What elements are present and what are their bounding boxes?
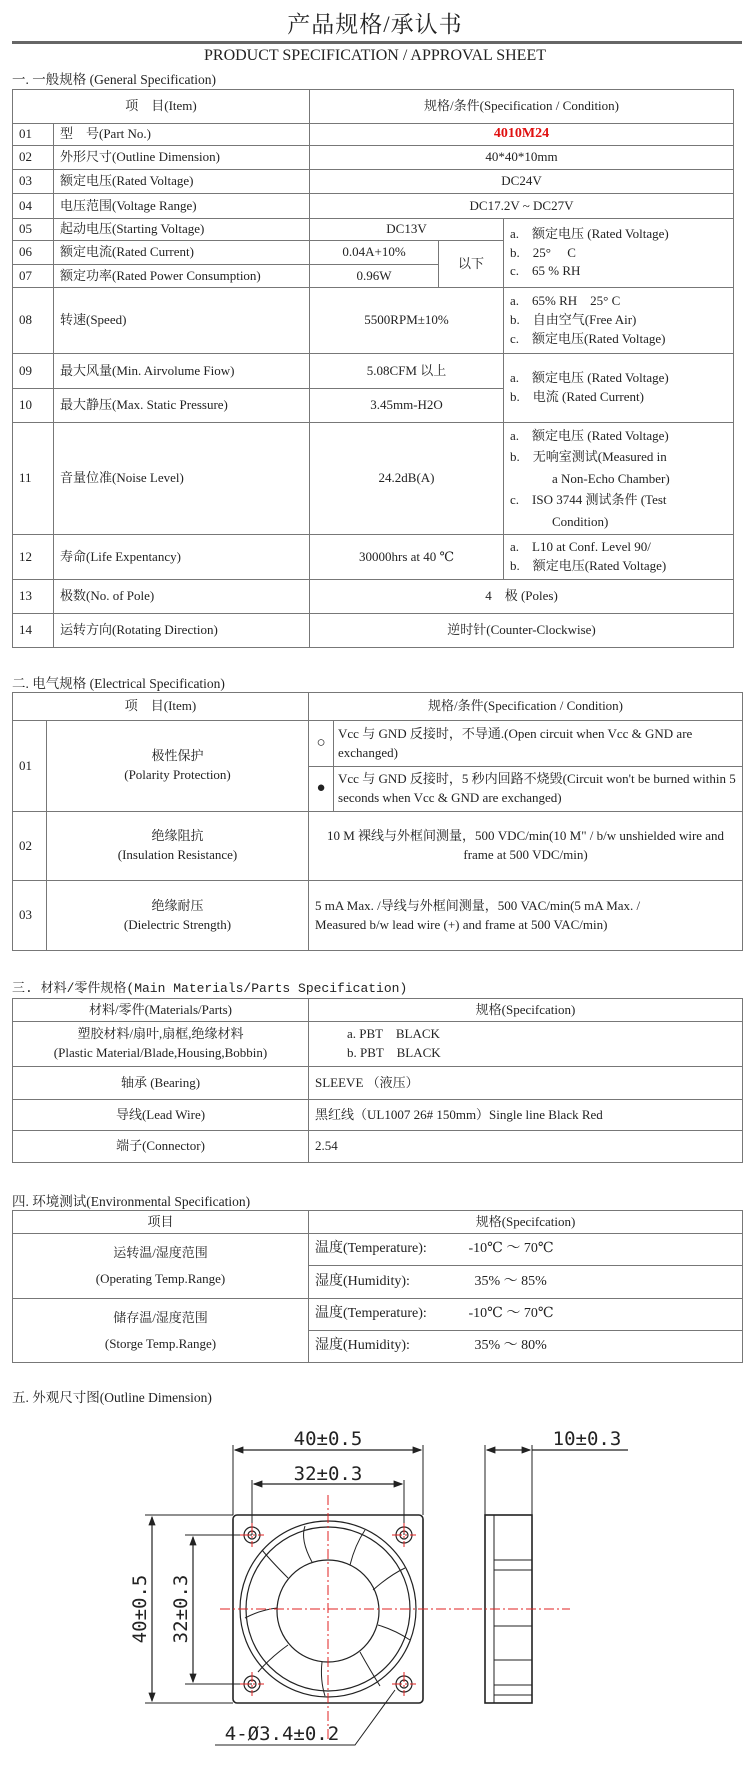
row-value: 10 M 裸线与外框间测量，500 VDC/min(10 M" / b/w unshielded wire and frame at 500 VDC/min) (309, 812, 743, 881)
row-item: 导线(Lead Wire) (13, 1100, 309, 1131)
row-no: 02 (13, 146, 54, 170)
condition-cell (504, 423, 734, 535)
row-no: 11 (13, 423, 54, 535)
condition-cell (504, 288, 734, 354)
row-no: 01 (13, 721, 47, 812)
header-spec: 规格/条件(Specification / Condition) (309, 693, 743, 721)
row-no: 12 (13, 535, 54, 580)
item-en: (Storge Temp.Range) (104, 1335, 217, 1351)
condition-line: a. 65% RH 25° C (510, 293, 621, 309)
condition-line: a. 额定电压 (Rated Voltage) (510, 427, 669, 443)
header-item: 材料/零件(Materials/Parts) (13, 999, 309, 1022)
row-value: 0.96W (310, 265, 439, 288)
filled-circle-icon: ● (309, 767, 334, 812)
row-value: DC13V (310, 219, 504, 241)
item-en: (Dielectric Strength) (123, 916, 232, 932)
table-row (13, 146, 734, 170)
condition-line: a. 额定电压 (Rated Voltage) (510, 225, 669, 241)
condition-cell (504, 354, 734, 423)
row-value: 2.54 (309, 1131, 743, 1163)
humidity-label: 湿度(Humidity): (309, 1266, 459, 1299)
section-outline-heading: 五. 外观尺寸图(Outline Dimension) (12, 1390, 212, 1405)
outline-drawing (0, 1400, 750, 1782)
condition-line: c. 额定电压(Rated Voltage) (510, 330, 666, 346)
hole-pitch-label: 32±0.3 (293, 1463, 363, 1485)
row-no: 05 (13, 219, 54, 241)
item-cn: 储存温/湿度范围 (113, 1309, 208, 1325)
humidity-value: 35% ～ 80% (459, 1331, 743, 1363)
item-cn: 塑胶材料/扇叶,扇框,绝缘材料 (77, 1026, 244, 1042)
hole-pitch-vertical-label: 32±0.3 (170, 1574, 192, 1644)
condition-line: b. 无响室测试(Measured in (510, 449, 667, 465)
table-row (13, 170, 734, 194)
row-item: 最大静压(Max. Static Pressure) (54, 389, 310, 423)
section-environment-heading: 四. 环境测试(Environmental Specification) (12, 1194, 251, 1209)
height-label: 40±0.5 (129, 1574, 151, 1644)
row-item: 额定电压(Rated Voltage) (54, 170, 310, 194)
width-label: 40±0.5 (293, 1428, 363, 1450)
row-value: 40*40*10mm (310, 146, 734, 170)
temp-value: -10℃ ～ 70℃ (459, 1299, 743, 1331)
item-cn: 绝缘耐压 (151, 897, 204, 913)
header-spec: 规格(Specifcation) (309, 1211, 743, 1234)
row-value: 5 mA Max. /导线与外框间测量，500 VAC/min(5 mA Max. / Measured b/w lead wire (+) and frame at 500 VAC/min) (309, 881, 743, 951)
row-item: 轴承 (Bearing) (13, 1067, 309, 1100)
section-electrical-heading: 二. 电气规格 (Electrical Specification) (12, 676, 225, 691)
section-general-heading: 一. 一般规格 (General Specification) (12, 72, 216, 87)
row-value: 5500RPM±10% (310, 288, 504, 354)
row-item: 外形尺寸(Outline Dimension) (54, 146, 310, 170)
temp-label: 温度(Temperature): (309, 1234, 459, 1266)
condition-line: a. 额定电压 (Rated Voltage) (510, 370, 669, 386)
row-value: 5.08CFM 以上 (310, 354, 504, 389)
item-cn: 绝缘阻抗 (151, 828, 204, 844)
table-row (13, 535, 734, 580)
condition-cell (504, 219, 734, 288)
row-no: 13 (13, 580, 54, 614)
row-value: 黑红线（UL1007 26# 150mm）Single line Black Red (309, 1100, 743, 1131)
row-no: 04 (13, 194, 54, 219)
header-spec: 规格/条件(Specification / Condition) (310, 90, 734, 124)
row-no: 10 (13, 389, 54, 423)
row-item (47, 881, 309, 951)
row-item: 额定电流(Rated Current) (54, 241, 310, 265)
humidity-value: 35% ～ 85% (459, 1266, 743, 1299)
item-en: (Operating Temp.Range) (95, 1271, 226, 1286)
row-item: 音量位准(Noise Level) (54, 423, 310, 535)
table-row (13, 124, 734, 146)
condition-line: a Non-Echo Chamber) (552, 470, 670, 486)
row-no: 14 (13, 614, 54, 648)
row-value: 3.45mm-H2O (310, 389, 504, 423)
row-item: 型 号(Part No.) (54, 124, 310, 146)
row-item: 转速(Speed) (54, 288, 310, 354)
condition-line: Condition) (552, 513, 609, 529)
item-en: (Insulation Resistance) (117, 847, 238, 862)
condition-line: c. 65 % RH (510, 263, 581, 279)
row-no: 07 (13, 265, 54, 288)
below-label: 以下 (439, 241, 504, 288)
row-item (47, 721, 309, 812)
condition-line: a. L10 at Conf. Level 90/ (510, 539, 651, 555)
row-no: 03 (13, 170, 54, 194)
row-item: 寿命(Life Expentancy) (54, 535, 310, 580)
condition-line: b. 额定电压(Rated Voltage) (510, 558, 667, 573)
row-value: 24.2dB(A) (310, 423, 504, 535)
row-value: SLEEVE （液压） (309, 1067, 743, 1100)
table-row (13, 580, 734, 614)
header-item: 项 目(Item) (13, 693, 309, 721)
row-value: 4 极 (Poles) (310, 580, 734, 614)
row-item: 额定功率(Rated Power Consumption) (54, 265, 310, 288)
table-row (13, 721, 743, 767)
row-item (13, 1299, 309, 1363)
table-row (13, 812, 743, 881)
header-item: 项目 (13, 1211, 309, 1234)
condition-line: b. 电流 (Rated Current) (510, 389, 644, 404)
row-item: 电压范围(Voltage Range) (54, 194, 310, 219)
general-spec-table (12, 89, 734, 648)
table-row (13, 1067, 743, 1100)
header-spec: 规格(Specifcation) (309, 999, 743, 1022)
row-item: 端子(Connector) (13, 1131, 309, 1163)
row-value: 30000hrs at 40 ℃ (310, 535, 504, 580)
thickness-label: 10±0.3 (552, 1428, 622, 1450)
spec-line: a. PBT BLACK (347, 1026, 440, 1042)
electrical-spec-table (12, 692, 743, 951)
condition-line: b. 25° C (510, 244, 576, 260)
row-value: 逆时针(Counter-Clockwise) (310, 614, 734, 648)
row-value (309, 1022, 743, 1067)
section-materials-heading: 三. 材料/零件规格(Main Materials/Parts Specification) (12, 981, 408, 996)
temp-value: -10℃ ～ 70℃ (459, 1234, 743, 1266)
header-item: 项 目(Item) (13, 90, 310, 124)
table-row (13, 1022, 743, 1067)
environment-spec-table (12, 1210, 743, 1363)
table-row (13, 194, 734, 219)
condition-cell (504, 535, 734, 580)
title-divider (12, 41, 742, 44)
item-cn: 运转温/湿度范围 (113, 1245, 208, 1260)
row-no: 08 (13, 288, 54, 354)
row-item: 最大风量(Min. Airvolume Fiow) (54, 354, 310, 389)
row-no: 01 (13, 124, 54, 146)
table-row (13, 219, 734, 241)
document-title: 产品规格/承认书 (287, 12, 463, 37)
item-en: (Polarity Protection) (124, 767, 231, 782)
row-item (13, 1022, 309, 1067)
document-subtitle: PRODUCT SPECIFICATION / APPROVAL SHEET (204, 47, 546, 64)
part-number: 4010M24 (310, 124, 734, 146)
spec-line: b. PBT BLACK (347, 1045, 441, 1060)
row-item: 起动电压(Starting Voltage) (54, 219, 310, 241)
row-value: 0.04A+10% (310, 241, 439, 265)
table-row (13, 1131, 743, 1163)
row-no: 02 (13, 812, 47, 881)
condition-line: b. 自由空气(Free Air) (510, 312, 637, 328)
option-a-text: Vcc 与 GND 反接时，不导通.(Open circuit when Vcc & GND are exchanged) (334, 721, 743, 767)
row-no: 06 (13, 241, 54, 265)
item-cn: 极性保护 (151, 748, 204, 764)
table-row (13, 881, 743, 951)
option-b-text: Vcc 与 GND 反接时，5 秒内回路不烧毁(Circuit won't be burned within 5 seconds when Vcc & GND are exchanged) (334, 767, 743, 812)
condition-line: c. ISO 3744 测试条件 (Test (510, 492, 667, 508)
row-item: 运转方向(Rotating Direction) (54, 614, 310, 648)
row-item (47, 812, 309, 881)
row-value: DC17.2V ~ DC27V (310, 194, 734, 219)
humidity-label: 湿度(Humidity): (309, 1331, 459, 1363)
item-en: (Plastic Material/Blade,Housing,Bobbin) (53, 1045, 268, 1060)
hole-diameter-label: 4-Ø3.4±0.2 (224, 1723, 340, 1745)
table-row (13, 354, 734, 389)
row-no: 03 (13, 881, 47, 951)
open-circle-icon: ○ (309, 721, 334, 767)
table-row (13, 423, 734, 535)
materials-spec-table (12, 998, 743, 1163)
temp-label: 温度(Temperature): (309, 1299, 459, 1331)
table-row (13, 288, 734, 354)
table-row (13, 614, 734, 648)
row-value: DC24V (310, 170, 734, 194)
row-item: 极数(No. of Pole) (54, 580, 310, 614)
table-row (13, 1234, 743, 1266)
table-row (13, 1299, 743, 1331)
row-item (13, 1234, 309, 1299)
table-row (13, 1100, 743, 1131)
row-no: 09 (13, 354, 54, 389)
